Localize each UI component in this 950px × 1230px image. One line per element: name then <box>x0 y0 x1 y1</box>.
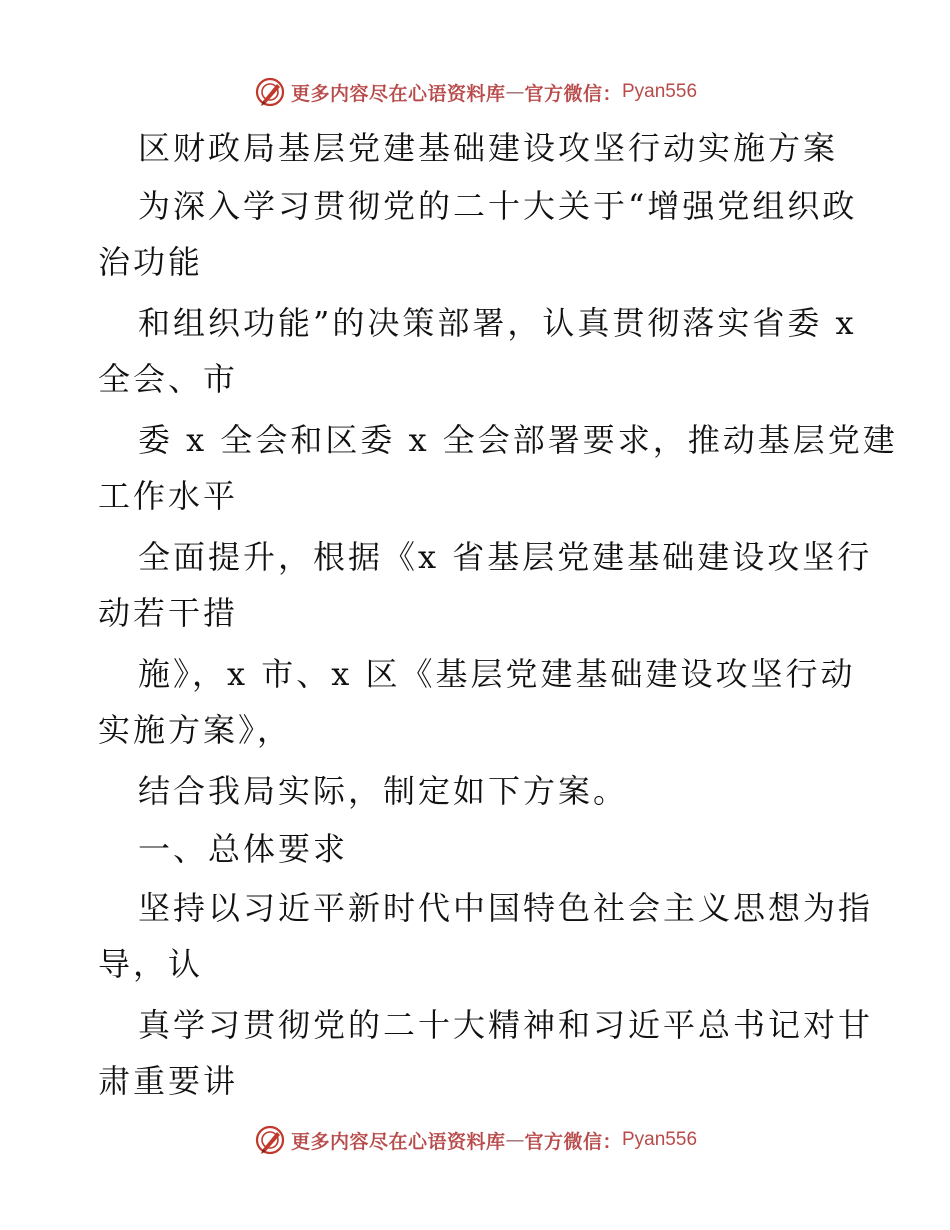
body-line: 为深入学习贯彻党的二十大关于“增强党组织政 <box>138 187 858 225</box>
body-line: 治功能 <box>98 243 204 281</box>
footer-watermark <box>0 1120 950 1160</box>
section-heading: 一、总体要求 <box>138 830 349 868</box>
body-line: 真学习贯彻党的二十大精神和习近平总书记对甘 <box>138 1006 874 1044</box>
body-line: 坚持以习近平新时代中国特色社会主义思想为指 <box>138 889 874 927</box>
body-line: 施》，x 市、x 区《基层党建基础建设攻坚行动 <box>138 655 856 693</box>
body-line: 肃重要讲 <box>98 1062 239 1100</box>
watermark-separator: — <box>505 81 525 103</box>
body-line: 导，认 <box>98 945 204 983</box>
watermark-separator: — <box>505 1129 525 1151</box>
body-line: 动若干措 <box>98 594 239 632</box>
body-line: 实施方案》， <box>98 711 293 749</box>
pen-logo-icon <box>253 75 287 109</box>
watermark-wechat-id: Pyan556 <box>622 81 698 102</box>
watermark-wechat-label: 官方微信： <box>524 1130 622 1153</box>
watermark-wechat-label: 官方微信： <box>524 82 622 105</box>
watermark-wechat-id: Pyan556 <box>622 1129 698 1150</box>
pen-logo-icon <box>253 1123 287 1157</box>
body-line: 和组织功能”的决策部署，认真贯彻落实省委 x <box>138 304 857 342</box>
body-line: 全会、市 <box>98 360 239 398</box>
body-line: 委 x 全会和区委 x 全会部署要求，推动基层党建 <box>138 421 898 459</box>
watermark-text: 更多内容尽在心语资料库 <box>290 1130 506 1153</box>
body-line: 工作水平 <box>98 477 239 515</box>
watermark-text: 更多内容尽在心语资料库 <box>290 82 506 105</box>
document-title: 区财政局基层党建基础建设攻坚行动实施方案 <box>138 129 839 167</box>
body-line: 结合我局实际，制定如下方案。 <box>138 772 629 810</box>
body-line: 全面提升，根据《x 省基层党建基础建设攻坚行 <box>138 538 873 576</box>
header-watermark <box>0 72 950 112</box>
